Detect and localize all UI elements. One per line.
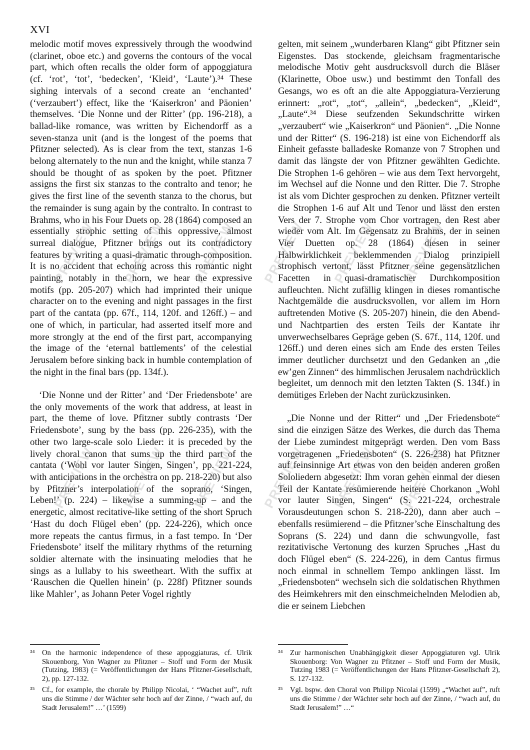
footnote-number: ³⁵ xyxy=(278,685,283,695)
watermark: PREVIEW xyxy=(191,219,236,286)
watermark: PREVIEW xyxy=(121,444,166,511)
footnote xyxy=(278,649,500,683)
footnote xyxy=(30,686,252,712)
footnote-rule xyxy=(278,644,348,645)
watermark: PREVIEW xyxy=(401,444,446,511)
watermark: PREVIEW xyxy=(191,444,236,511)
watermark: PREVIEW xyxy=(51,444,96,511)
paragraph: ‘Die Nonne und der Ritter’ and ‘Der Friedensbote’ are the only movements of the work that address, at least in part, the theme of love. Pfitzner subtly contrasts ‘Der Friedensbote’, sung by the bass (pp. 226-235), with the other two large-scale solo Lieder: it is preceded by the lively choral canon that sums up the third part of the cantata (‘Wohl vor lauter Singen, Singen’, pp. 221-224, with anticipations in the orchestra on pp. 218-220) but also by Pfitzner’s interpolation of the soprano, ‘Singen, Leben!’ (p. 224) – likewise a summing-up – and the energetic, almost recitative-like setting of the short Spruch ‘Hast du doch Flügel eben’ (pp. 224-226), which once more repeats the cantus firmus, in a fast tempo. In ‘Der Friedensbote’ itself the military rhythms of the returning soldier alternate with the insinuating melodies that he sings as a lullaby to his sweetheart. With the suffix at ‘Rauschen die Quellen hinein’ (p. 228f) Pfitzner sounds like Mahler’, as Johann Peter Vogel rightly xyxy=(30,391,252,601)
watermark: PREVIEW xyxy=(121,219,166,286)
paragraph: melodic motif moves expressively through the woodwind (clarinet, oboe etc.) and governs the contours of the vocal part, which often recalls the older form of appoggiatura (cf. ‘rot’, ‘tot’, ‘bedecken’, ‘Kleid’, ‘Laute’).³⁴ These sighing intervals of a second create an ‘enchanted’ (‘verzaubert’) effect, like the ‘Kaiserkron’ and Päonien’ themselves. ‘Die Nonne und der Ritter’ (pp. 196-218), a ballad-like romance, was written by Eichendorff as a seven-stanza unit (and is the longest of the poems that Pfitzner selected). As is clear from the text, stanzas 1-6 belong alternately to the nun and the knight, while stanza 7 should be thought of as spoken by the poet. Pfitzner assigns the first six stanzas to the contralto and tenor; he gives the first line of the seventh stanza to the chorus, but the remainder is sung again by the contralto. In contrast to Brahms, who in his Four Duets op. 28 (1864) composed an essentially strophic setting of this oppressive, almost surreal dialogue, Pfitzner brings out its contradictory features by writing a quasi-dramatic through-composition. It is no accident that echoing across this romantic night painting, notably in the horn, we hear the expressive motifs (pp. 205-207) which had imprinted their unique character on to the evening and night passages in the first part of the cantata (pp. 67f., 114, 120f. and 126ff.) – and one of which, in particular, had asserted itself more and more strongly at the end of the first part, accompanying the image of the ‘eternal battlements’ of the celestial Jerusalem before sinking back in humble contemplation of the night in the final bars (pp. 134f.). xyxy=(30,40,252,378)
footnote xyxy=(278,686,500,712)
footnote-rule xyxy=(30,644,100,645)
right-column-german xyxy=(278,40,500,613)
footnote-text: On the harmonic independence of these appoggiaturas, cf. Ulrik Skouenborg, Von Wagner zu Pfitzner – Stoff und Form der Musik (Tutzing, 1983) (= Veröffentlichungen der Hans Pfitzner-Gesellschaft, 2), pp. 127-132. xyxy=(42,648,252,683)
page-number: XVI xyxy=(30,24,50,36)
footnote-text: Cf., for example, the chorale by Philipp Nicolai, ‘ “Wachet auf”, ruft uns die Stimme / der Wächter sehr hoch auf der Zinne, / “wach auf, du Stadt Jerusalem!” …’ (1599) xyxy=(42,685,252,712)
paragraph: „Die Nonne und der Ritter“ und „Der Friedensbote“ sind die einzigen Sätze des Werkes, die durch das Thema der Liebe zumindest mitgeprägt werden. Den vom Bass vorgetragenen „Friedensboten“ (S. 226-238) hat Pfitzner auf feinsinnige Art etwas von den beiden anderen großen Sololiedern abgesetzt: Ihm voran gehen einmal der diesen Teil der Kantate resümierende heitere Chorkanon „Wohl vor lauter Singen, Singen“ (S. 221-224, orchestrale Vorausdeutungen schon S. 218-220), dann aber auch – ebenfalls resümierend – die Pfitzner’sche Einschaltung des Soprans (S. 224) und dann die schwungvolle, fast rezitativische Vertonung des kurzen Spruches „Hast du doch Flügel eben“ (S. 224-226), in dem Cantus firmus noch einmal in schnellem Tempo anklingen lässt. Im „Friedensboten“ wechseln sich die soldatischen Rhythmen des Heimkehrers mit den einschmeichelnden Melodien ab, die er seinem Liebchen xyxy=(278,414,500,612)
footnote-number: ³⁴ xyxy=(278,648,283,657)
footnote xyxy=(30,649,252,683)
left-column-english xyxy=(30,40,252,602)
footnotes-right xyxy=(278,644,500,715)
footnote-text: Vgl. bspw. den Choral von Philipp Nicolai (1599) „“Wachet auf”, ruft uns die Stimme / der Wächter sehr hoch auf der Zinne, / “wach auf, du Stadt Jerusalem!” …“ xyxy=(290,685,500,712)
watermark: PREVIEW xyxy=(261,219,306,286)
watermark: PREVIEW xyxy=(51,219,96,286)
footnotes-left xyxy=(30,644,252,715)
watermark: PREVIEW xyxy=(331,444,376,511)
footnote-number: ³⁴ xyxy=(30,648,35,657)
footnote-number: ³⁵ xyxy=(30,685,35,695)
watermark: PREVIEW xyxy=(401,219,446,286)
footnote-text: Zur harmonischen Unabhängigkeit dieser Appoggiaturen vgl. Ulrik Skouenborg: Von Wagner zu Pfitzner – Stoff und Form der Musik, Tutzing 1983 (= Veröffentlichungen der Hans Pfitzner-Gesellschaft 2), S. 127-132. xyxy=(290,648,500,683)
watermark: PREVIEW xyxy=(331,219,376,286)
paragraph: gelten, mit seinem „wunderbaren Klang“ gibt Pfitzner sein Eigenstes. Das stockende, gleichsam fragmentarische melodische Motiv geht ausdrucksvoll durch die Bläser (Klarinette, Oboe usw.) und bestimmt den Tonfall des Gesangs, wo es oft an die alte Appoggiatura-Verzierung erinnert: „rot“, „tot“, „allein“, „bedecken“, „Kleid“, „Laute“.³⁴ Diese seufzenden Sekundschritte wirken „verzaubert“ wie „Kaiserkron“ und Päonien“. „Die Nonne und der Ritter“ (S. 196-218) ist eine von Eichendorff als Einheit gefasste balladeske Romanze von 7 Strophen und damit das längste der von Pfitzner gewählten Gedichte. Die Strophen 1-6 gehören – wie aus dem Text hervorgeht, im Wechsel auf die Nonne und den Ritter. Die 7. Strophe ist als vom Dichter gesprochen zu denken. Pfitzner verteilt die Strophen 1-6 auf Alt und Tenor und lässt den ersten Vers der 7. Strophe vom Chor vortragen, den Rest aber wieder vom Alt. Im Gegensatz zu Brahms, der in seinen Vier Duetten op. 28 (1864) diesen in seiner Halbwirklichkeit beklemmenden Dialog prinzipiell strophisch vertont, lässt Pfitzner seine gegensätzlichen Facetten in quasi-dramatischer Durchkomposition aufleuchten. Nicht zufällig klingen in dieses romantische Nachtgemälde die ausdrucksvollen, vor allem im Horn auftretenden Motive (S. 205-207) hinein, die den Abend- und Nachtpartien des ersten Teils der Kantate ihr unverwechselbares Gepräge geben (S. 67f., 114, 120f. und 126ff.) und deren eines sich am Ende des ersten Teiles immer deutlicher durchsetzt und den Gedanken an „die ew’gen Zinnen“ des himmlischen Jerusalem nachdrücklich begleitet, um dennoch mit den letzten Takten (S. 134f.) in demütiges Erleben der Nacht zurückzusinken. xyxy=(278,40,500,402)
watermark: PREVIEW xyxy=(261,444,306,511)
